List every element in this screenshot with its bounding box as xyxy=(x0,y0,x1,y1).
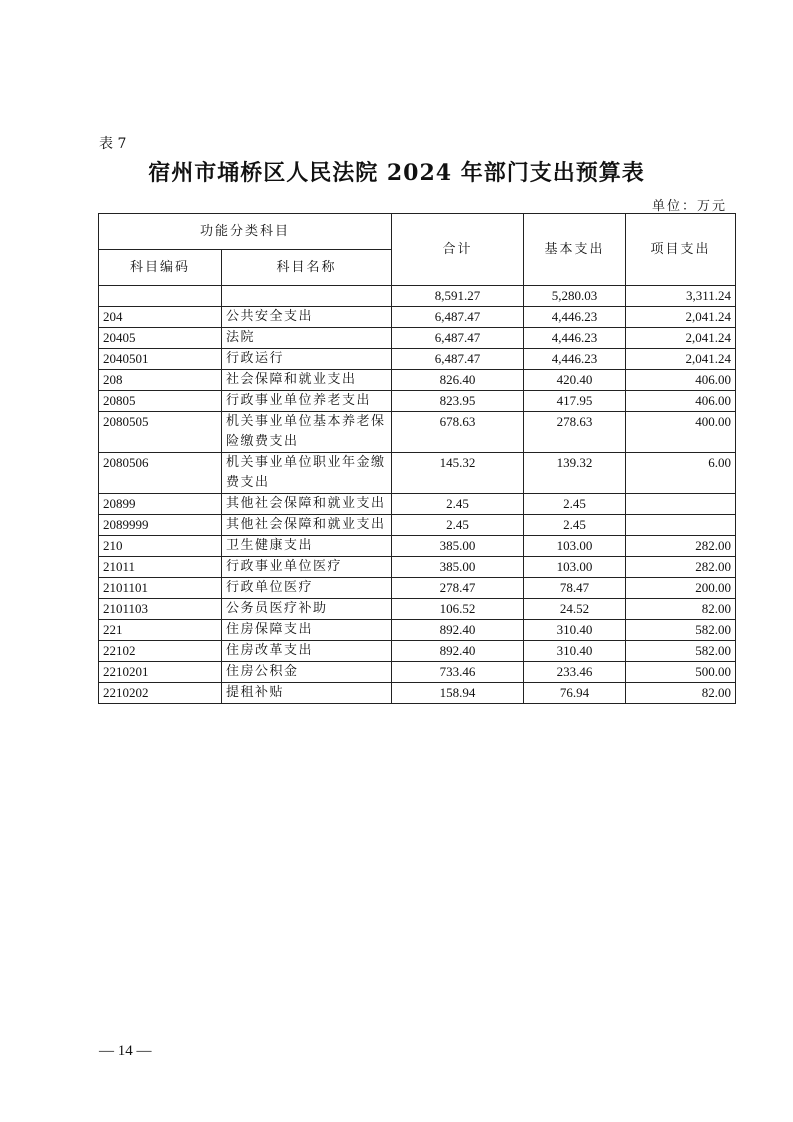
table-row xyxy=(99,391,736,412)
project-expenditure-cell: 2,041.24 xyxy=(626,349,736,370)
total-cell: 6,487.47 xyxy=(392,328,524,349)
subject-code-cell: 20899 xyxy=(99,494,222,515)
subject-name-cell: 住房保障支出 xyxy=(222,620,392,641)
header-project-expenditure: 项目支出 xyxy=(626,214,736,286)
subject-code-cell: 2101103 xyxy=(99,599,222,620)
table-row xyxy=(99,662,736,683)
total-cell: 6,487.47 xyxy=(392,349,524,370)
total-cell: 6,487.47 xyxy=(392,307,524,328)
subject-name-cell: 其他社会保障和就业支出 xyxy=(222,494,392,515)
project-expenditure-cell: 582.00 xyxy=(626,641,736,662)
subject-code-cell: 21011 xyxy=(99,557,222,578)
table-row xyxy=(99,307,736,328)
total-cell: 826.40 xyxy=(392,370,524,391)
subject-code-cell xyxy=(99,286,222,307)
basic-expenditure-cell: 2.45 xyxy=(524,515,626,536)
subject-name-cell: 机关事业单位职业年金缴费支出 xyxy=(222,453,392,494)
subject-name-cell: 行政事业单位医疗 xyxy=(222,557,392,578)
table-row xyxy=(99,578,736,599)
total-cell: 2.45 xyxy=(392,515,524,536)
page-title: 宿州市埇桥区人民法院 2024 年部门支出预算表 xyxy=(148,160,645,186)
subject-name-cell: 公共安全支出 xyxy=(222,307,392,328)
subject-name-cell: 行政运行 xyxy=(222,349,392,370)
basic-expenditure-cell: 139.32 xyxy=(524,453,626,494)
table-row xyxy=(99,536,736,557)
project-expenditure-cell: 82.00 xyxy=(626,599,736,620)
table-row xyxy=(99,328,736,349)
header-row-group xyxy=(99,214,736,250)
project-expenditure-cell: 406.00 xyxy=(626,370,736,391)
subject-code-cell: 20805 xyxy=(99,391,222,412)
basic-expenditure-cell: 4,446.23 xyxy=(524,349,626,370)
basic-expenditure-cell: 420.40 xyxy=(524,370,626,391)
project-expenditure-cell: 2,041.24 xyxy=(626,328,736,349)
total-cell: 158.94 xyxy=(392,683,524,704)
table-row xyxy=(99,286,736,307)
basic-expenditure-cell: 233.46 xyxy=(524,662,626,683)
project-expenditure-cell: 400.00 xyxy=(626,412,736,453)
subject-name-cell: 提租补贴 xyxy=(222,683,392,704)
table-row xyxy=(99,412,736,453)
header-total: 合计 xyxy=(392,214,524,286)
table-row xyxy=(99,599,736,620)
total-cell: 678.63 xyxy=(392,412,524,453)
subject-name-cell: 行政单位医疗 xyxy=(222,578,392,599)
basic-expenditure-cell: 103.00 xyxy=(524,536,626,557)
subject-name-cell: 卫生健康支出 xyxy=(222,536,392,557)
total-cell: 385.00 xyxy=(392,557,524,578)
project-expenditure-cell: 500.00 xyxy=(626,662,736,683)
table-row xyxy=(99,515,736,536)
subject-code-cell: 2080505 xyxy=(99,412,222,453)
subject-code-cell: 2210201 xyxy=(99,662,222,683)
basic-expenditure-cell: 76.94 xyxy=(524,683,626,704)
basic-expenditure-cell: 278.63 xyxy=(524,412,626,453)
table-row xyxy=(99,370,736,391)
project-expenditure-cell: 6.00 xyxy=(626,453,736,494)
subject-name-cell: 住房公积金 xyxy=(222,662,392,683)
subject-code-cell: 221 xyxy=(99,620,222,641)
page-number: — 14 — xyxy=(99,1043,152,1059)
basic-expenditure-cell: 417.95 xyxy=(524,391,626,412)
subject-name-cell: 机关事业单位基本养老保险缴费支出 xyxy=(222,412,392,453)
subject-name-cell: 行政事业单位养老支出 xyxy=(222,391,392,412)
subject-code-cell: 208 xyxy=(99,370,222,391)
subject-code-cell: 2040501 xyxy=(99,349,222,370)
basic-expenditure-cell: 2.45 xyxy=(524,494,626,515)
project-expenditure-cell: 582.00 xyxy=(626,620,736,641)
subject-name-cell: 住房改革支出 xyxy=(222,641,392,662)
subject-code-cell: 2089999 xyxy=(99,515,222,536)
subject-code-cell: 20405 xyxy=(99,328,222,349)
header-function-classification: 功能分类科目 xyxy=(99,214,392,250)
table-row xyxy=(99,683,736,704)
table-row xyxy=(99,494,736,515)
subject-code-cell: 2210202 xyxy=(99,683,222,704)
total-cell: 823.95 xyxy=(392,391,524,412)
subject-code-cell: 2101101 xyxy=(99,578,222,599)
unit-note: 单位：万元 xyxy=(651,199,727,214)
total-cell: 385.00 xyxy=(392,536,524,557)
table-row xyxy=(99,620,736,641)
basic-expenditure-cell: 103.00 xyxy=(524,557,626,578)
project-expenditure-cell: 282.00 xyxy=(626,557,736,578)
budget-table-body xyxy=(99,286,736,704)
total-cell: 145.32 xyxy=(392,453,524,494)
project-expenditure-cell: 2,041.24 xyxy=(626,307,736,328)
basic-expenditure-cell: 310.40 xyxy=(524,641,626,662)
budget-table xyxy=(98,213,736,704)
basic-expenditure-cell: 78.47 xyxy=(524,578,626,599)
basic-expenditure-cell: 4,446.23 xyxy=(524,328,626,349)
subject-code-cell: 204 xyxy=(99,307,222,328)
subject-code-cell: 22102 xyxy=(99,641,222,662)
table-label: 表 7 xyxy=(99,136,127,152)
table-row xyxy=(99,453,736,494)
subject-code-cell: 210 xyxy=(99,536,222,557)
subject-name-cell: 其他社会保障和就业支出 xyxy=(222,515,392,536)
project-expenditure-cell: 82.00 xyxy=(626,683,736,704)
project-expenditure-cell: 200.00 xyxy=(626,578,736,599)
project-expenditure-cell: 282.00 xyxy=(626,536,736,557)
total-cell: 278.47 xyxy=(392,578,524,599)
basic-expenditure-cell: 4,446.23 xyxy=(524,307,626,328)
basic-expenditure-cell: 5,280.03 xyxy=(524,286,626,307)
basic-expenditure-cell: 310.40 xyxy=(524,620,626,641)
subject-name-cell: 公务员医疗补助 xyxy=(222,599,392,620)
table-row xyxy=(99,349,736,370)
total-cell: 892.40 xyxy=(392,641,524,662)
subject-name-cell: 社会保障和就业支出 xyxy=(222,370,392,391)
header-subject-code: 科目编码 xyxy=(99,250,222,286)
total-cell: 8,591.27 xyxy=(392,286,524,307)
header-basic-expenditure: 基本支出 xyxy=(524,214,626,286)
basic-expenditure-cell: 24.52 xyxy=(524,599,626,620)
total-cell: 892.40 xyxy=(392,620,524,641)
total-cell: 733.46 xyxy=(392,662,524,683)
project-expenditure-cell: 406.00 xyxy=(626,391,736,412)
table-row xyxy=(99,557,736,578)
table-row xyxy=(99,641,736,662)
total-cell: 2.45 xyxy=(392,494,524,515)
subject-name-cell xyxy=(222,286,392,307)
project-expenditure-cell: 3,311.24 xyxy=(626,286,736,307)
subject-name-cell: 法院 xyxy=(222,328,392,349)
project-expenditure-cell xyxy=(626,515,736,536)
project-expenditure-cell xyxy=(626,494,736,515)
header-subject-name: 科目名称 xyxy=(222,250,392,286)
total-cell: 106.52 xyxy=(392,599,524,620)
subject-code-cell: 2080506 xyxy=(99,453,222,494)
